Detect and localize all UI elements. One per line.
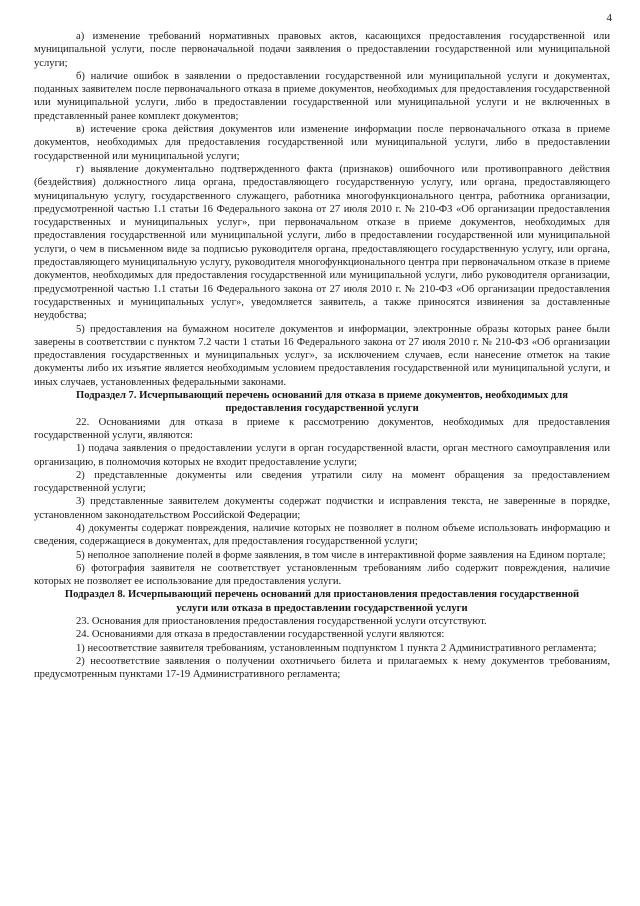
paragraph-24: 24. Основаниями для отказа в предоставлении государственной услуги являются: (76, 629, 445, 641)
list-item-22-4: 4) документы содержат повреждения, наличие которых не позволяет в полном объеме использовать информацию и сведения, содержащиеся в документах, для предоставления государственной услуги; (34, 522, 610, 548)
list-item-24-2: 2) несоответствие заявления о получении охотничьего билета и прилагаемых к нему документов требованиям, предусмотренным пунктами 17-19 Административного регламента; (34, 655, 610, 681)
list-item-22-3: 3) представленные заявителем документы содержат подчистки и исправления текста, не заверенные в порядке, установленном законодательством Российской Федерации; (34, 496, 610, 521)
list-item-24-1: 1) несоответствие заявителя требованиям, установленным подпунктом 1 пункта 2 Административного регламента; (76, 642, 597, 654)
section-heading-7: Подраздел 7. Исчерпывающий перечень оснований для отказа в приеме документов, необходимых для предоставления государственной услуги (76, 390, 568, 415)
paragraph-b: б) наличие ошибок в заявлении о предоставлении государственной или муниципальной услуги и документах, поданных заявителем после первоначального отказа в приеме документов, необходимых для предоставления государственной или муниципальной услуги, либо в предоставлении государственной или муниципальной услуги и не включенных в представленный ранее комплект документов; (34, 70, 610, 122)
list-item-22-5: 5) неполное заполнение полей в форме заявления, в том числе в интерактивной форме заявления на Едином портале; (76, 549, 606, 561)
paragraph-23: 23. Основания для приостановления предоставления государственной услуги отсутствуют. (76, 616, 487, 628)
list-item-22-6: 6) фотография заявителя не соответствует установленным требованиям либо содержит повреждения, наличие которых не позволяет ее использование для предоставления услуги. (34, 562, 610, 588)
paragraph-v: в) истечение срока действия документов или изменение информации после первоначального отказа в приеме документов, необходимых для предоставления государственной или муниципальной услуги, либо в предоставлении государственной или муниципальной услуги; (34, 124, 610, 162)
paragraph-a: а) изменение требований нормативных правовых актов, касающихся предоставления государственной или муниципальной услуги, после первоначальной подачи заявления о предоставлении государственной или муниципальной услуги; (34, 31, 610, 69)
page-number: 4 (606, 12, 612, 24)
paragraph-5: 5) предоставления на бумажном носителе документов и информации, электронные образы которых ранее были заверены в соответствии с пунктом 7.2 части 1 статьи 16 Федерального закона от 27 июля 2010 г. № 210-ФЗ «Об организации предоставления государственных и муниципальных услуг», за исключением случаев, если нанесение отметок на такие документы либо их изъятие является необходимым условием предоставления государственной или муниципальной услуги, и иных случаев, установленных федеральными законами. (34, 323, 610, 388)
list-item-22-1: 1) подача заявления о предоставлении услуги в орган государственной власти, орган местного самоуправления или организацию, в полномочия которых не входит предоставление услуги; (34, 443, 610, 468)
paragraph-22: 22. Основаниями для отказа в приеме к рассмотрению документов, необходимых для предоставления государственной услуги, являются: (34, 416, 610, 441)
section-heading-8: Подраздел 8. Исчерпывающий перечень оснований для приостановления предоставления государственной услуги или отказа в предоставлении государственной услуги (64, 589, 580, 614)
paragraph-g: г) выявление документально подтвержденного факта (признаков) ошибочного или противоправного действия (бездействия) должностного лица органа, предоставляющего государственную услугу, или органа, предоставляющего муниципальную услугу, государственного служащего, работника многофункционального центра, работника организации, предусмотренной частью 1.1 статьи 16 Федерального закона от 27 июля 2010 г. № 210-ФЗ «Об организации предоставления государственных и муниципальных услуг», при первоначальном отказе в приеме документов, необходимых для предоставления государственной или муниципальной услуги, либо в предоставлении государственной или муниципальной услуги, о чем в письменном виде за подписью руководителя органа, предоставляющего государственную услугу, или органа, предоставляющего муниципальную услугу, руководителя многофункционального центра при первоначальном отказе в приеме документов, необходимых для предоставления государственной или муниципальной услуги, либо руководителя организации, предусмотренной частью 1.1 статьи 16 Федерального закона от 27 июля 2010 г. № 210-ФЗ «Об организации предоставления государственных и муниципальных услуг», уведомляется заявитель, а также приносятся извинения за доставленные неудобства; (34, 163, 610, 322)
list-item-22-2: 2) представленные документы или сведения утратили силу на момент обращения за предоставлением государственной услуги; (34, 469, 610, 495)
